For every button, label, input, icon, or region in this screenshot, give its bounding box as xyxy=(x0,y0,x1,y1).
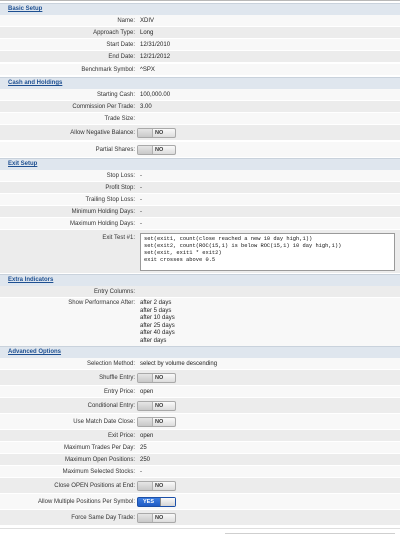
row-max-selected-stocks xyxy=(0,466,400,478)
negative-balance-toggle[interactable] xyxy=(137,128,176,138)
row-profit-stop xyxy=(0,182,400,194)
row-conditional-entry xyxy=(0,398,400,414)
row-trade-size xyxy=(0,113,400,125)
row-force-same-day-trade xyxy=(0,510,400,526)
toggle-knob xyxy=(138,482,153,490)
entry-price-label: Entry Price: xyxy=(103,389,135,395)
section-extra-indicators xyxy=(0,274,400,286)
end-date-label: End Date: xyxy=(108,54,135,60)
max-open-positions-value: 250 xyxy=(140,457,151,463)
force-same-day-trade-toggle[interactable] xyxy=(137,513,176,523)
toggle-knob xyxy=(138,146,153,154)
row-shuffle-entry xyxy=(0,370,400,386)
toggle-knob xyxy=(138,402,153,410)
partial-shares-label: Partial Shares: xyxy=(95,147,135,153)
section-exit-setup xyxy=(0,158,400,170)
entry-price-value: open xyxy=(140,389,154,395)
conditional-entry-label: Conditional Entry: xyxy=(87,403,135,409)
row-show-performance xyxy=(0,298,400,348)
approach-type-value: Long xyxy=(140,30,154,36)
list-item: after days xyxy=(140,337,167,344)
conditional-entry-toggle[interactable] xyxy=(137,401,176,411)
row-commission xyxy=(0,101,400,113)
min-holding-days-value: - xyxy=(140,209,142,215)
trailing-stop-loss-label: Trailing Stop Loss: xyxy=(85,197,135,203)
max-trades-per-day-value: 25 xyxy=(140,445,147,451)
shuffle-entry-label: Shuffle Entry: xyxy=(99,375,135,381)
starting-cash-value: 100,000.00 xyxy=(140,92,171,98)
performance-list xyxy=(140,300,175,345)
row-trailing-stop-loss xyxy=(0,194,400,206)
toggle-knob xyxy=(138,129,153,137)
shuffle-entry-toggle-text: NO xyxy=(155,375,164,381)
row-multiple-positions xyxy=(0,494,400,510)
row-match-date-close xyxy=(0,414,400,430)
toggle-knob xyxy=(138,514,153,522)
section-cash-holdings xyxy=(0,77,400,89)
exit-test-label: Exit Test #1: xyxy=(102,235,135,241)
match-date-close-toggle[interactable] xyxy=(137,417,176,427)
match-date-close-toggle-text: NO xyxy=(155,419,164,425)
partial-shares-toggle-text: NO xyxy=(155,147,164,153)
row-stop-loss xyxy=(0,170,400,182)
stop-loss-label: Stop Loss: xyxy=(106,173,135,179)
max-open-positions-label: Maximum Open Positions: xyxy=(64,457,135,463)
bottom-divider xyxy=(0,528,400,529)
benchmark-symbol-label: Benchmark Symbol: xyxy=(81,67,135,73)
section-heading-extra-indicators[interactable]: Extra Indicators xyxy=(8,277,54,283)
toggle-knob xyxy=(138,374,153,382)
row-entry-columns xyxy=(0,286,400,298)
row-end-date xyxy=(0,51,400,63)
row-partial-shares xyxy=(0,142,400,158)
name-label: Name: xyxy=(117,18,135,24)
top-border xyxy=(0,0,400,1)
row-selection-method xyxy=(0,358,400,370)
code-line: set(exit1, count(close reached a new 10 day high,1)) xyxy=(144,236,313,242)
section-heading-cash-holdings[interactable]: Cash and Holdings xyxy=(8,80,63,86)
exit-price-label: Exit Price: xyxy=(107,433,135,439)
profit-stop-label: Profit Stop: xyxy=(105,185,135,191)
row-name xyxy=(0,15,400,27)
commission-label: Commission Per Trade: xyxy=(72,104,135,110)
trailing-stop-loss-value: - xyxy=(140,197,142,203)
selection-method-value: select by volume descending xyxy=(140,361,218,367)
row-approach-type xyxy=(0,27,400,39)
row-negative-balance xyxy=(0,125,400,141)
trade-size-label: Trade Size: xyxy=(104,116,135,122)
negative-balance-label: Allow Negative Balance: xyxy=(70,130,135,136)
toggle-knob xyxy=(138,418,153,426)
toggle-knob xyxy=(160,498,175,506)
partial-shares-toggle[interactable] xyxy=(137,145,176,155)
close-open-positions-label: Close OPEN Positions at End: xyxy=(54,483,135,489)
max-selected-stocks-value: - xyxy=(140,469,142,475)
max-holding-days-label: Maximum Holding Days: xyxy=(69,221,135,227)
multiple-positions-toggle[interactable] xyxy=(137,497,176,507)
row-benchmark-symbol xyxy=(0,64,400,76)
row-start-date xyxy=(0,39,400,51)
conditional-entry-toggle-text: NO xyxy=(155,403,164,409)
max-selected-stocks-label: Maximum Selected Stocks: xyxy=(62,469,135,475)
benchmark-symbol-value: ^SPX xyxy=(140,67,155,73)
selection-method-label: Selection Method: xyxy=(86,361,135,367)
row-starting-cash xyxy=(0,89,400,101)
row-entry-price xyxy=(0,386,400,398)
max-trades-per-day-label: Maximum Trades Per Day: xyxy=(63,445,135,451)
start-date-value: 12/31/2010 xyxy=(140,42,171,48)
negative-balance-toggle-text: NO xyxy=(155,130,164,136)
code-line: set(exit, exit1 * exit2) xyxy=(144,250,222,256)
section-heading-basic-setup[interactable]: Basic Setup xyxy=(8,6,43,12)
show-performance-label: Show Performance After: xyxy=(68,300,135,306)
start-date-label: Start Date: xyxy=(106,42,135,48)
row-max-trades-per-day xyxy=(0,442,400,454)
section-advanced-options xyxy=(0,346,400,358)
code-line: exit crosses above 0.5 xyxy=(144,257,216,263)
stop-loss-value: - xyxy=(140,173,142,179)
end-date-value: 12/21/2012 xyxy=(140,54,171,60)
list-item: after 25 days xyxy=(140,322,175,329)
approach-type-label: Approach Type: xyxy=(93,30,135,36)
exit-price-value: open xyxy=(140,433,154,439)
multiple-positions-toggle-text: YES xyxy=(143,499,155,505)
name-value: XDIV xyxy=(140,18,155,24)
close-open-positions-toggle[interactable] xyxy=(137,481,176,491)
min-holding-days-label: Minimum Holding Days: xyxy=(71,209,135,215)
list-item: after 5 days xyxy=(140,307,172,314)
list-item: after 2 days xyxy=(140,300,172,306)
row-min-holding-days xyxy=(0,206,400,218)
section-heading-advanced-options[interactable]: Advanced Options xyxy=(8,349,62,355)
max-holding-days-value: - xyxy=(140,221,142,227)
starting-cash-label: Starting Cash: xyxy=(96,92,135,98)
exit-test-code[interactable] xyxy=(140,233,395,271)
list-item: after 10 days xyxy=(140,315,175,321)
row-max-holding-days xyxy=(0,218,400,230)
entry-columns-label: Entry Columns: xyxy=(93,289,135,295)
commission-value: 3.00 xyxy=(140,104,152,110)
force-same-day-trade-label: Force Same Day Trade: xyxy=(71,515,135,521)
row-close-open-positions xyxy=(0,478,400,494)
section-heading-exit-setup[interactable]: Exit Setup xyxy=(8,161,38,167)
code-line: set(exit2, count(ROC(15,1) is below ROC(15,1) 10 day high,1)) xyxy=(144,243,342,249)
list-item: after 40 days xyxy=(140,330,175,336)
section-basic-setup xyxy=(0,3,400,15)
row-exit-price xyxy=(0,430,400,442)
profit-stop-value: - xyxy=(140,185,142,191)
row-max-open-positions xyxy=(0,454,400,466)
shuffle-entry-toggle[interactable] xyxy=(137,373,176,383)
multiple-positions-label: Allow Multiple Positions Per Symbol: xyxy=(37,499,135,505)
match-date-close-label: Use Match Date Close: xyxy=(73,419,135,425)
close-open-positions-toggle-text: NO xyxy=(155,483,164,489)
force-same-day-trade-toggle-text: NO xyxy=(155,515,164,521)
